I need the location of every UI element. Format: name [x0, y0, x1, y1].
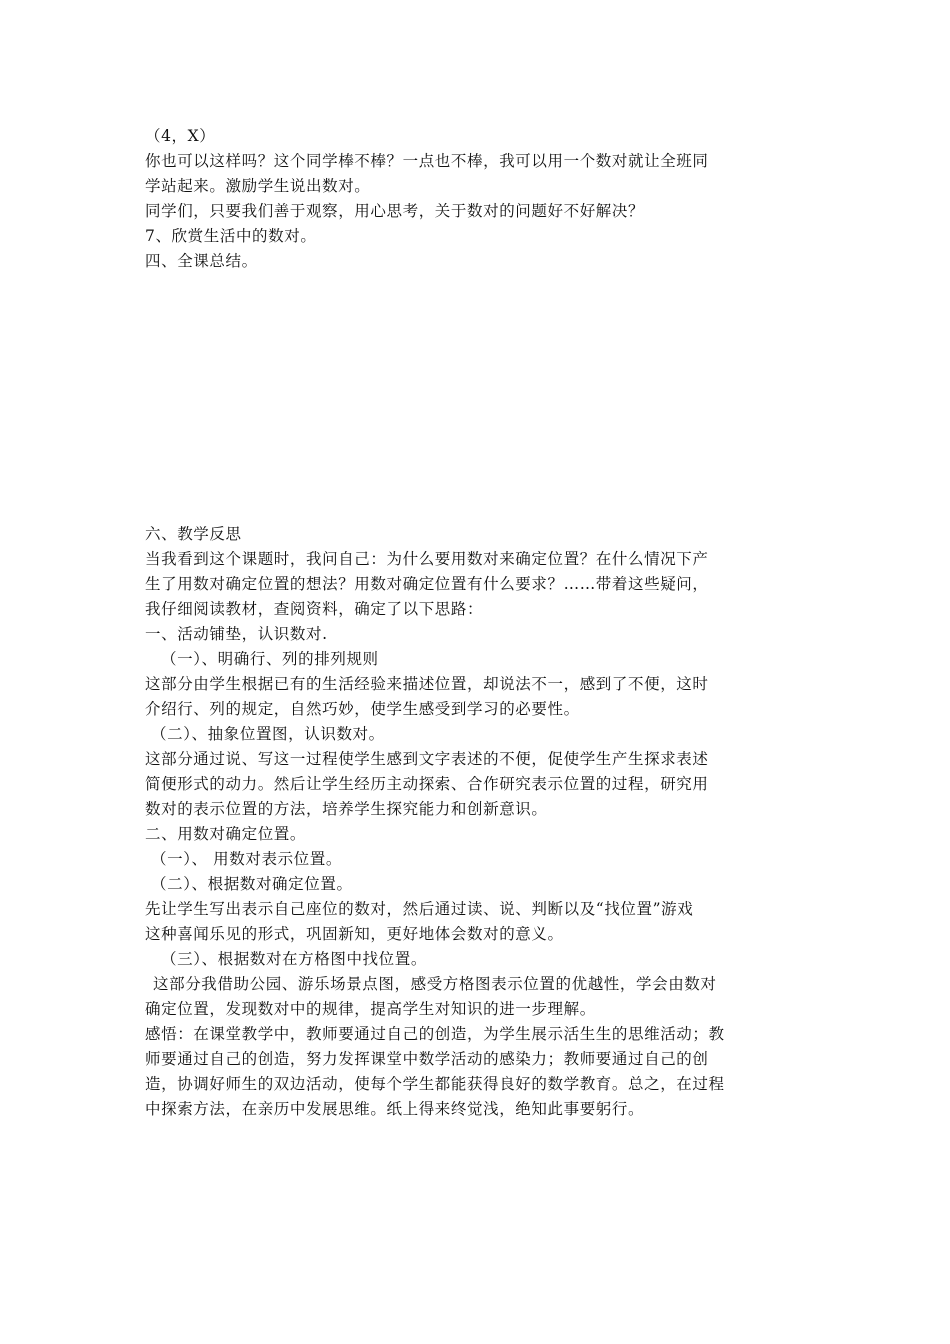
paragraph-line: 我仔细阅读教材，查阅资料，确定了以下思路： — [145, 600, 484, 618]
paragraph-line: 当我看到这个课题时，我问自己：为什么要用数对来确定位置？在什么情况下产 — [145, 550, 709, 568]
paragraph-line: 确定位置，发现数对中的规律，提高学生对知识的进一步理解。 — [145, 1000, 596, 1018]
subsection-heading: 一、活动铺垫，认识数对. — [145, 625, 328, 643]
paragraph-line: 这部分由学生根据已有的生活经验来描述位置，却说法不一，感到了不便，这时 — [145, 675, 709, 693]
paragraph-line: 介绍行、列的规定，自然巧妙，使学生感受到学习的必要性。 — [145, 700, 580, 718]
reflection-paragraph-line: 造，协调好师生的双边活动，使每个学生都能获得良好的数学教育。总之，在过程 — [145, 1075, 725, 1093]
lesson-plan-continuation — [145, 124, 810, 274]
subsection-heading: 二、用数对确定位置。 — [145, 825, 307, 843]
paragraph-line: 同学们，只要我们善于观察，用心思考，关于数对的问题好不好解决？ — [145, 202, 645, 220]
section-heading: 四、全课总结。 — [145, 252, 258, 270]
coordinate-example: （4，X） — [145, 127, 216, 145]
paragraph-line: 简便形式的动力。然后让学生经历主动探索、合作研究表示位置的过程，研究用 — [145, 775, 709, 793]
reflection-paragraph-line: 师要通过自己的创造，努力发挥课堂中数学活动的感染力；教师要通过自己的创 — [145, 1050, 709, 1068]
paragraph-line: 生了用数对确定位置的想法？用数对确定位置有什么要求？……带着这些疑问， — [145, 575, 709, 593]
reflection-paragraph-line: 感悟：在课堂教学中，教师要通过自己的创造，为学生展示活生生的思维活动；教 — [145, 1025, 725, 1043]
paragraph-line: 你也可以这样吗？这个同学棒不棒？一点也不棒，我可以用一个数对就让全班同 — [145, 152, 709, 170]
paragraph-line: 数对的表示位置的方法，培养学生探究能力和创新意识。 — [145, 800, 548, 818]
sub-item-heading: （二）、抽象位置图，认识数对。 — [151, 725, 385, 743]
paragraph-line: 这部分我借助公园、游乐场景点图，感受方格图表示位置的优越性，学会由数对 — [153, 975, 717, 993]
section-heading: 六、教学反思 — [145, 525, 242, 543]
paragraph-line: 先让学生写出表示自己座位的数对，然后通过读、说、判断以及“找位置”游戏 — [145, 900, 694, 918]
paragraph-line: 学站起来。激励学生说出数对。 — [145, 177, 371, 195]
sub-item-heading: （二）、根据数对确定位置。 — [151, 875, 353, 893]
paragraph-line: 这种喜闻乐见的形式，巩固新知，更好地体会数对的意义。 — [145, 925, 564, 943]
reflection-paragraph-line: 中探索方法，在亲历中发展思维。纸上得来终觉浅，绝知此事要躬行。 — [145, 1100, 645, 1118]
sub-item-heading: （三）、根据数对在方格图中找位置。 — [161, 950, 427, 968]
sub-item-heading: （一）、 用数对表示位置。 — [151, 850, 342, 868]
teaching-reflection — [145, 522, 810, 1122]
step-heading: 7、欣赏生活中的数对。 — [145, 227, 317, 245]
paragraph-line: 这部分通过说、写这一过程使学生感到文字表述的不便，促使学生产生探求表述 — [145, 750, 709, 768]
sub-item-heading: （一）、明确行、列的排列规则 — [161, 650, 379, 668]
